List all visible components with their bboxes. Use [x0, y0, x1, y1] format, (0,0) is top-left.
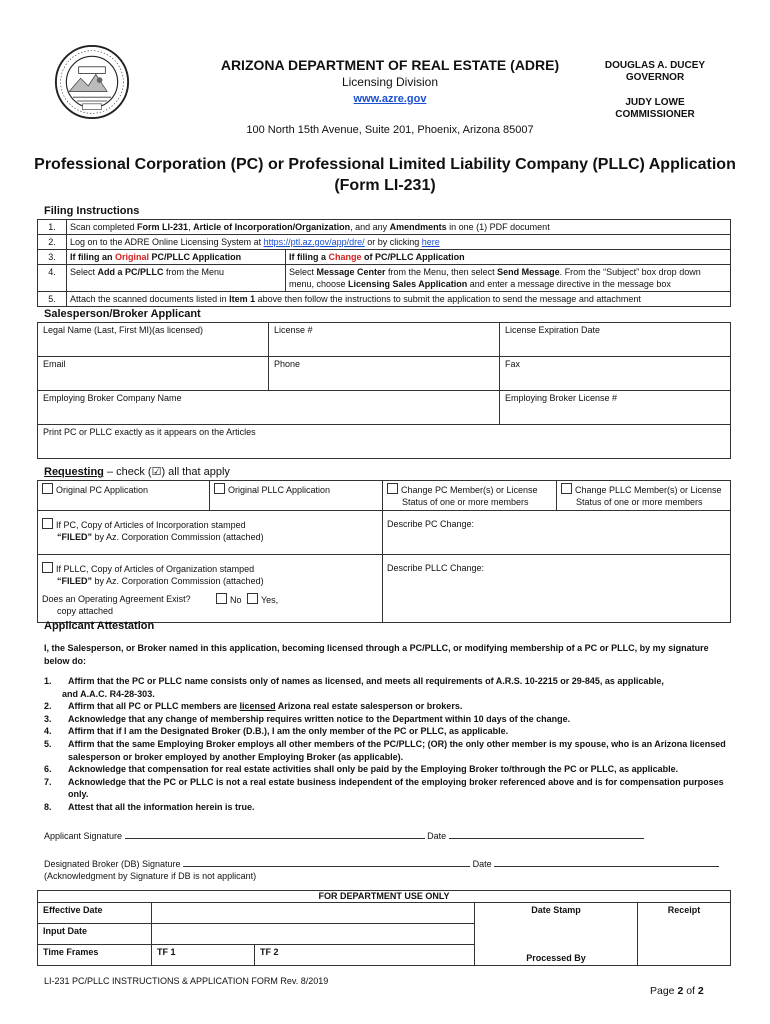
pllc-articles-option: [38, 555, 383, 623]
agency-name: ARIZONA DEPARTMENT OF REAL ESTATE (ADRE): [220, 57, 560, 73]
applicant-signature-line[interactable]: [125, 829, 425, 839]
yes-checkbox[interactable]: [247, 593, 258, 604]
change-pc-option[interactable]: Change PC Member(s) or License Status of one or more members: [383, 481, 557, 511]
db-signature-row: Designated Broker (DB) Signature Date: [44, 857, 719, 869]
operating-agreement-question: Does an Operating Agreement Exist?: [42, 594, 191, 604]
change-pc-checkbox[interactable]: [387, 483, 398, 494]
form-title: [20, 154, 750, 196]
step-number: 3.: [38, 250, 67, 265]
table-row: [38, 265, 731, 292]
fax-field[interactable]: Fax: [500, 357, 731, 391]
db-date-line[interactable]: [494, 857, 719, 867]
governor-block: [580, 60, 730, 84]
step-number: 1.: [38, 220, 67, 235]
operating-agreement-no[interactable]: No: [216, 593, 242, 606]
employing-broker-license-field[interactable]: Employing Broker License #: [500, 391, 731, 425]
step-text: Select Message Center from the Menu, then select Send Message. From the “Subject” box drop down menu, choose Licensing Sales Application and enter a message directive in the message box: [286, 265, 731, 292]
website-link[interactable]: www.azre.gov: [353, 93, 427, 105]
license-number-field[interactable]: License #: [269, 323, 500, 357]
change-pllc-checkbox[interactable]: [561, 483, 572, 494]
date-stamp-cell: [475, 903, 638, 966]
list-item: 1. Affirm that the PC or PLLC name consists only of names as licensed, and meets all requirements of A.R.S. 10-2215 or 29-845, as applicable, and A.A.C. R4-28-303.: [44, 676, 664, 699]
legal-name-field[interactable]: Legal Name (Last, First MI)(as licensed): [38, 323, 269, 357]
step-number: 4.: [38, 265, 67, 292]
step-text: Log on to the ADRE Online Licensing System at https://ptl.az.gov/app/dre/ or by clicking here: [67, 235, 731, 250]
applicant-date-line[interactable]: [449, 829, 644, 839]
table-row: [38, 391, 731, 425]
step-text: If filing a Change of PC/PLLC Application: [286, 250, 731, 265]
requesting-heading: Requesting – check (☑) all that apply: [44, 466, 230, 478]
commissioner-block: [580, 97, 730, 121]
tf2-label: TF 2: [255, 945, 475, 966]
pc-name-field[interactable]: Print PC or PLLC exactly as it appears on the Articles: [38, 425, 731, 459]
pllc-articles-checkbox-row[interactable]: If PLLC, Copy of Articles of Organization stamped “FILED” by Az. Corporation Commission (attached): [42, 562, 378, 587]
original-pc-option[interactable]: Original PC Application: [38, 481, 210, 511]
effective-date-label: Effective Date: [38, 903, 152, 924]
attestation-heading: Applicant Attestation: [44, 620, 155, 632]
list-item: 8. Attest that all the information herein is true.: [44, 801, 255, 812]
licensing-portal-link[interactable]: https://ptl.az.gov/app/dre/: [263, 237, 365, 247]
governor-title: GOVERNOR: [625, 72, 685, 83]
step-number: 2.: [38, 235, 67, 250]
department-use-table: [37, 890, 731, 966]
table-row: [38, 292, 731, 307]
step-text: Select Add a PC/PLLC from the Menu: [67, 265, 286, 292]
step-text: Scan completed Form LI-231, Article of Incorporation/Organization, and any Amendments in one (1) PDF document: [67, 220, 731, 235]
list-item: 4. Affirm that if I am the Designated Broker (D.B.), I am the only member of the PC or PLLC, as applicable.: [44, 726, 509, 737]
department-use-heading: FOR DEPARTMENT USE ONLY: [38, 891, 731, 903]
table-row: [38, 891, 731, 903]
list-item: 3. Acknowledge that any change of membership requires written notice to the Department within 10 days of the change.: [44, 713, 571, 724]
no-checkbox[interactable]: [216, 593, 227, 604]
table-row: [38, 903, 731, 924]
table-row: [38, 323, 731, 357]
date-stamp-label: Date Stamp: [531, 905, 581, 915]
attestation-intro: I, the Salesperson, or Broker named in this application, becoming licensed through a PC/PLLC, or modifying membership of a PC or PLLC, by my signature below do:: [44, 643, 709, 666]
step-number: 5.: [38, 292, 67, 307]
table-row: [38, 235, 731, 250]
requesting-table: [37, 480, 731, 623]
pc-articles-checkbox[interactable]: [42, 518, 53, 529]
form-title-line2: (Form LI-231): [334, 177, 436, 194]
db-signature-line[interactable]: [183, 857, 470, 867]
page-number: Page 2 of 2: [650, 985, 704, 997]
employing-broker-field[interactable]: Employing Broker Company Name: [38, 391, 500, 425]
list-item: 7. Acknowledge that the PC or PLLC is not a real estate business independent of the employing broker referenced above and is for compensation purposes only.: [44, 776, 724, 800]
step-text: If filing an Original PC/PLLC Application: [67, 250, 286, 265]
form-title-line1: Professional Corporation (PC) or Professional Limited Liability Company (PLLC) Application: [34, 156, 736, 173]
list-item: 5. Affirm that the same Employing Broker employs all other members of the PC/PLLC; (OR) the only other member is my spouse, who is an Arizona licensed salesperson or broker employed by another Employing Broker (as applicable).: [44, 738, 726, 762]
pc-articles-option[interactable]: If PC, Copy of Articles of Incorporation stamped “FILED” by Az. Corporation Commission (attached): [38, 511, 383, 555]
commissioner-name: JUDY LOWE: [625, 97, 685, 108]
db-note: (Acknowledgment by Signature if DB is not applicant): [44, 871, 257, 881]
processed-by-label: Processed By: [526, 953, 586, 963]
operating-agreement-row: Does an Operating Agreement Exist? No Yes, copy attached: [42, 594, 279, 616]
attestation-list: [44, 675, 730, 814]
filing-steps-table: [37, 219, 731, 307]
state-seal-icon: [54, 44, 130, 120]
pllc-articles-checkbox[interactable]: [42, 562, 53, 573]
input-date-cell: [152, 924, 475, 945]
form-revision: LI-231 PC/PLLC INSTRUCTIONS & APPLICATION FORM Rev. 8/2019: [44, 976, 329, 986]
effective-date-cell: [152, 903, 475, 924]
table-row: [38, 250, 731, 265]
table-row: [38, 220, 731, 235]
original-pllc-checkbox[interactable]: [214, 483, 225, 494]
step-text: Attach the scanned documents listed in Item 1 above then follow the instructions to submit the application to send the message and attachment: [67, 292, 731, 307]
change-pllc-option[interactable]: Change PLLC Member(s) or License Status of one or more members: [557, 481, 731, 511]
describe-pc-change-field[interactable]: Describe PC Change:: [383, 511, 731, 555]
agency-address: 100 North 15th Avenue, Suite 201, Phoenix, Arizona 85007: [246, 124, 534, 136]
input-date-label: Input Date: [38, 924, 152, 945]
applicant-heading: Salesperson/Broker Applicant: [44, 308, 201, 320]
table-row: [38, 481, 731, 511]
division-name: Licensing Division: [341, 75, 439, 89]
list-item: 2. Affirm that all PC or PLLC members are licensed Arizona real estate salesperson or brokers.: [44, 701, 463, 712]
table-row: [38, 357, 731, 391]
receipt-label: Receipt: [638, 903, 731, 966]
table-row: [38, 511, 731, 555]
describe-pllc-change-field[interactable]: Describe PLLC Change:: [383, 555, 731, 623]
tf1-label: TF 1: [152, 945, 255, 966]
applicant-table: [37, 322, 731, 459]
license-expiration-field[interactable]: License Expiration Date: [500, 323, 731, 357]
here-link[interactable]: here: [421, 237, 440, 247]
table-row: [38, 425, 731, 459]
filing-instructions-heading: Filing Instructions: [44, 205, 140, 217]
table-row: [38, 555, 731, 623]
applicant-signature-row: Applicant Signature Date: [44, 829, 644, 841]
commissioner-title: COMMISSIONER: [615, 109, 695, 120]
list-item: 6. Acknowledge that compensation for real estate activities shall only be paid by the Employing Broker to/through the PC or PLLC, as applicable.: [44, 764, 679, 775]
original-pllc-option[interactable]: Original PLLC Application: [210, 481, 383, 511]
original-pc-checkbox[interactable]: [42, 483, 53, 494]
email-field[interactable]: Email: [38, 357, 269, 391]
operating-agreement-yes[interactable]: Yes,: [247, 593, 278, 606]
governor-name: DOUGLAS A. DUCEY: [604, 60, 706, 71]
phone-field[interactable]: Phone: [269, 357, 500, 391]
time-frames-label: Time Frames: [38, 945, 152, 966]
